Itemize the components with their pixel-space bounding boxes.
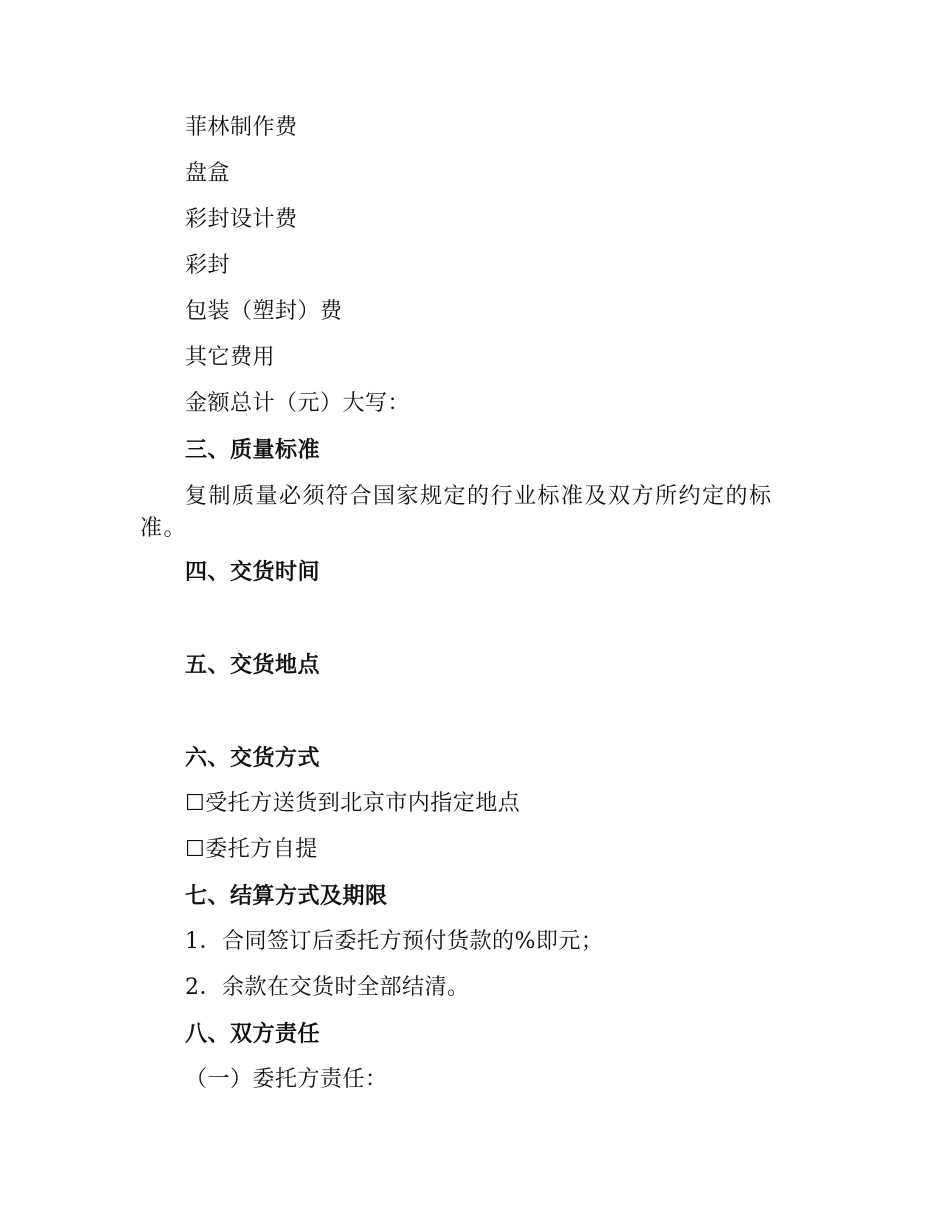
item-seal-design-fee: 彩封设计费 bbox=[185, 207, 298, 232]
payment-item-2: 2．余款在交货时全部结清。 bbox=[185, 975, 470, 1000]
item-packaging-fee: 包装（塑封）费 bbox=[185, 299, 343, 324]
item-tray: 盘盒 bbox=[185, 161, 231, 186]
section-4-heading: 四、交货时间 bbox=[185, 560, 321, 585]
delivery-option-pickup: ☐委托方自提 bbox=[185, 837, 318, 862]
section-7-heading: 七、结算方式及期限 bbox=[185, 884, 388, 909]
item-other-fees: 其它费用 bbox=[185, 345, 276, 370]
section-3-heading: 三、质量标准 bbox=[185, 438, 321, 463]
section-8-sub-1: （一）委托方责任： bbox=[185, 1067, 388, 1092]
item-seal: 彩封 bbox=[185, 253, 231, 278]
section-8-heading: 八、双方责任 bbox=[185, 1022, 321, 1047]
section-3-body: 复制质量必须符合国家规定的行业标准及双方所约定的标准。 bbox=[140, 484, 773, 541]
payment-item-1: 1．合同签订后委托方预付货款的%即元； bbox=[185, 929, 604, 954]
item-total-amount: 金额总计（元）大写： bbox=[185, 391, 411, 416]
delivery-option-seller: ☐受托方送货到北京市内指定地点 bbox=[185, 791, 521, 816]
section-5-heading: 五、交货地点 bbox=[185, 653, 321, 678]
section-6-heading: 六、交货方式 bbox=[185, 746, 321, 771]
item-film-fee: 菲林制作费 bbox=[185, 115, 298, 140]
